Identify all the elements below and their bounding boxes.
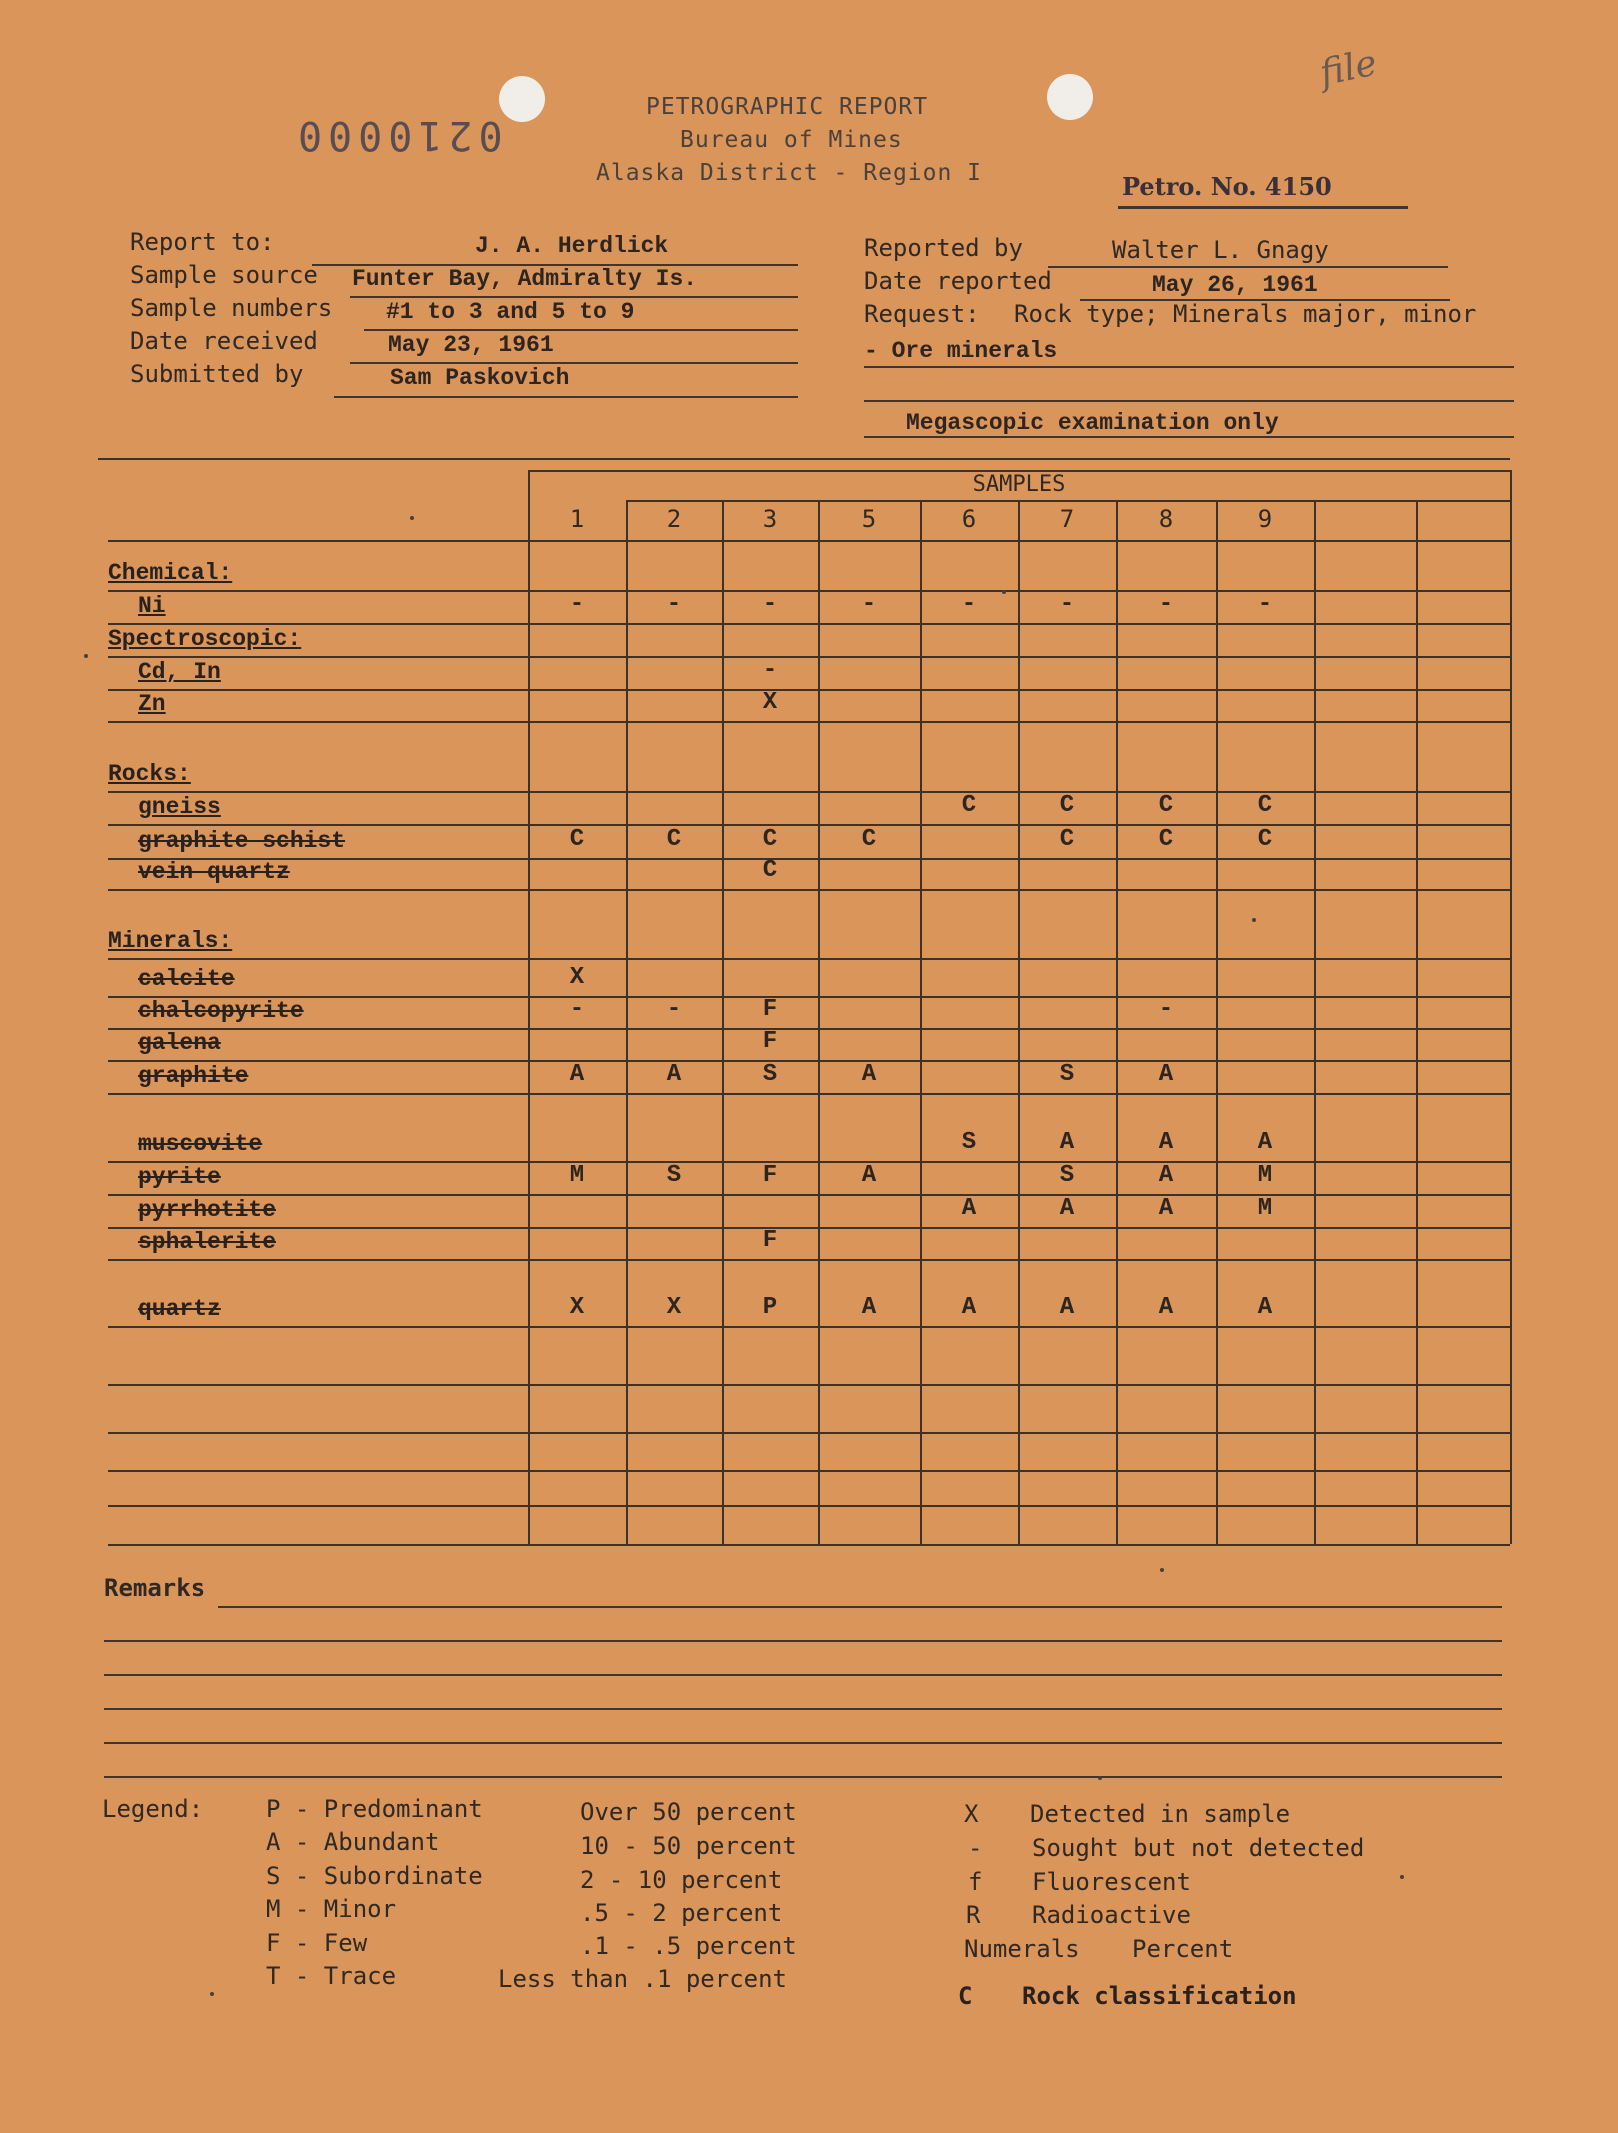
table-cell: A bbox=[1158, 1195, 1174, 1222]
column-header-7: 8 bbox=[1158, 505, 1174, 533]
table-cell: - bbox=[569, 591, 585, 618]
table-cell: F bbox=[762, 1028, 778, 1055]
table-cell: - bbox=[961, 591, 977, 618]
table-cell: F bbox=[762, 1227, 778, 1254]
row-label-sphalerite: sphalerite bbox=[138, 1229, 277, 1255]
table-cell: M bbox=[1257, 1195, 1273, 1222]
table-cell: C bbox=[1158, 826, 1174, 853]
row-label-graphite-schist: graphite schist bbox=[138, 828, 346, 854]
date-received-label: Date received bbox=[130, 327, 318, 355]
table-cell: F bbox=[762, 996, 778, 1023]
table-cell: - bbox=[861, 591, 877, 618]
legend-desc-dash: Sought but not detected bbox=[1032, 1834, 1365, 1862]
legend-code-f: F - Few bbox=[266, 1929, 368, 1957]
legend-range-t: Less than .1 percent bbox=[498, 1965, 787, 1993]
legend-code-numerals: Numerals bbox=[964, 1935, 1080, 1963]
row-label-graphite: graphite bbox=[138, 1063, 249, 1089]
column-header-1: 1 bbox=[569, 505, 585, 533]
table-cell: - bbox=[1059, 591, 1075, 618]
table-cell: X bbox=[762, 689, 778, 716]
table-cell: X bbox=[569, 1294, 585, 1321]
table-cell: A bbox=[861, 1061, 877, 1088]
legend-code-t: T - Trace bbox=[266, 1962, 397, 1990]
table-cell: S bbox=[666, 1162, 682, 1189]
table-cell: A bbox=[1158, 1162, 1174, 1189]
row-label-chemical: Chemical: bbox=[108, 560, 233, 586]
legend-code-dash: - bbox=[968, 1834, 983, 1862]
legend-range-f: .1 - .5 percent bbox=[580, 1932, 797, 1960]
table-cell: A bbox=[1158, 1061, 1174, 1088]
request-label: Request: bbox=[864, 300, 980, 328]
legend-code-c: C bbox=[958, 1982, 973, 2010]
submitted-by-value: Sam Paskovich bbox=[390, 365, 570, 391]
row-label-chalcopyrite: chalcopyrite bbox=[138, 998, 304, 1024]
table-cell: C bbox=[762, 826, 778, 853]
column-header-2: 2 bbox=[666, 505, 682, 533]
samples-header: SAMPLES bbox=[972, 472, 1066, 497]
table-cell: M bbox=[569, 1162, 585, 1189]
report-to-label: Report to: bbox=[130, 228, 275, 256]
table-cell: X bbox=[569, 964, 585, 991]
table-cell: A bbox=[666, 1061, 682, 1088]
legend-title: Legend: bbox=[102, 1795, 204, 1823]
table-cell: C bbox=[569, 826, 585, 853]
bureau-name: Bureau of Mines bbox=[680, 127, 903, 153]
table-cell: - bbox=[569, 996, 585, 1023]
table-cell: C bbox=[762, 857, 778, 884]
legend-range-m: .5 - 2 percent bbox=[580, 1899, 783, 1927]
column-header-8: 9 bbox=[1257, 505, 1273, 533]
table-cell: C bbox=[861, 826, 877, 853]
legend-code-p: P - Predominant bbox=[266, 1795, 483, 1823]
row-label-spectroscopic: Spectroscopic: bbox=[108, 626, 302, 652]
table-cell: A bbox=[1158, 1294, 1174, 1321]
sample-source-label: Sample source bbox=[130, 261, 318, 289]
table-cell: A bbox=[861, 1294, 877, 1321]
table-cell: C bbox=[666, 826, 682, 853]
table-cell: A bbox=[1059, 1294, 1075, 1321]
row-label-zn: Zn bbox=[138, 691, 166, 717]
row-label-calcite: calcite bbox=[138, 966, 235, 992]
table-cell: C bbox=[1257, 826, 1273, 853]
table-cell: - bbox=[1158, 591, 1174, 618]
table-cell: A bbox=[1059, 1129, 1075, 1156]
table-cell: - bbox=[762, 591, 778, 618]
table-cell: A bbox=[1257, 1294, 1273, 1321]
row-label-muscovite: muscovite bbox=[138, 1131, 263, 1157]
legend-range-a: 10 - 50 percent bbox=[580, 1832, 797, 1860]
table-cell: S bbox=[1059, 1061, 1075, 1088]
request-value: Rock type; Minerals major, minor bbox=[1014, 300, 1477, 328]
table-cell: X bbox=[666, 1294, 682, 1321]
legend-code-x: X bbox=[964, 1800, 979, 1828]
date-received-value: May 23, 1961 bbox=[388, 332, 554, 358]
table-cell: A bbox=[1059, 1195, 1075, 1222]
row-label-gneiss: gneiss bbox=[138, 794, 221, 820]
legend-range-p: Over 50 percent bbox=[580, 1798, 797, 1826]
table-cell: F bbox=[762, 1162, 778, 1189]
table-cell: A bbox=[961, 1195, 977, 1222]
binder-hole-left bbox=[499, 76, 545, 122]
table-cell: - bbox=[762, 657, 778, 684]
sample-numbers-label: Sample numbers bbox=[130, 294, 333, 322]
district-name: Alaska District - Region I bbox=[596, 160, 983, 186]
table-cell: - bbox=[1257, 591, 1273, 618]
legend-code-m: M - Minor bbox=[266, 1895, 397, 1923]
table-cell: A bbox=[961, 1294, 977, 1321]
legend-code-a: A - Abundant bbox=[266, 1828, 440, 1856]
date-reported-value: May 26, 1961 bbox=[1152, 272, 1318, 298]
reported-by-value: Walter L. Gnagy bbox=[1112, 236, 1329, 264]
table-cell: P bbox=[762, 1294, 778, 1321]
table-cell: C bbox=[1059, 792, 1075, 819]
table-cell: A bbox=[1158, 1129, 1174, 1156]
table-cell: - bbox=[1158, 996, 1174, 1023]
legend-desc-x: Detected in sample bbox=[1030, 1800, 1291, 1828]
table-cell: S bbox=[762, 1061, 778, 1088]
binder-hole-right bbox=[1047, 74, 1093, 120]
column-header-3: 3 bbox=[762, 505, 778, 533]
row-label-pyrrhotite: pyrrhotite bbox=[138, 1197, 277, 1223]
report-title: PETROGRAPHIC REPORT bbox=[646, 94, 929, 120]
legend-desc-fluorescent: Fluorescent bbox=[1032, 1868, 1191, 1896]
legend-code-r: R bbox=[966, 1901, 981, 1929]
table-cell: S bbox=[961, 1129, 977, 1156]
row-label-cd-in: Cd, In bbox=[138, 659, 221, 685]
legend-code-s: S - Subordinate bbox=[266, 1862, 483, 1890]
table-cell: S bbox=[1059, 1162, 1075, 1189]
row-label-minerals: Minerals: bbox=[108, 928, 233, 954]
table-cell: A bbox=[1257, 1129, 1273, 1156]
report-to-value: J. A. Herdlick bbox=[475, 233, 669, 259]
column-header-5: 6 bbox=[961, 505, 977, 533]
table-cell: A bbox=[569, 1061, 585, 1088]
legend-desc-radioactive: Radioactive bbox=[1032, 1901, 1191, 1929]
table-cell: C bbox=[1059, 826, 1075, 853]
row-label-vein-quartz: vein quartz bbox=[138, 859, 290, 885]
column-header-4: 5 bbox=[861, 505, 877, 533]
table-cell: C bbox=[1257, 792, 1273, 819]
sample-source-value: Funter Bay, Admiralty Is. bbox=[352, 266, 698, 292]
table-cell: C bbox=[1158, 792, 1174, 819]
column-header-6: 7 bbox=[1059, 505, 1075, 533]
sample-numbers-value: #1 to 3 and 5 to 9 bbox=[386, 299, 635, 325]
stamp-number: 0210000 bbox=[292, 112, 503, 158]
reported-by-label: Reported by bbox=[864, 234, 1023, 262]
row-label-pyrite: pyrite bbox=[138, 1164, 221, 1190]
submitted-by-label: Submitted by bbox=[130, 360, 304, 388]
table-cell: M bbox=[1257, 1162, 1273, 1189]
legend-desc-rock-classification: Rock classification bbox=[1022, 1982, 1297, 2010]
request-line-2: - Ore minerals bbox=[864, 338, 1058, 364]
row-label-quartz: quartz bbox=[138, 1296, 221, 1322]
handwritten-note: file bbox=[1316, 42, 1381, 95]
table-cell: - bbox=[666, 591, 682, 618]
row-label-ni: Ni bbox=[138, 593, 166, 619]
row-label-rocks: Rocks: bbox=[108, 761, 191, 787]
remarks-label: Remarks bbox=[104, 1574, 206, 1602]
legend-range-s: 2 - 10 percent bbox=[580, 1866, 783, 1894]
table-cell: A bbox=[861, 1162, 877, 1189]
request-line-4: Megascopic examination only bbox=[906, 410, 1279, 436]
legend-code-f-lower: f bbox=[968, 1868, 983, 1896]
table-cell: - bbox=[666, 996, 682, 1023]
petro-number: Petro. No. 4150 bbox=[1122, 172, 1332, 201]
legend-desc-percent: Percent bbox=[1132, 1935, 1234, 1963]
date-reported-label: Date reported bbox=[864, 267, 1052, 295]
table-cell: C bbox=[961, 792, 977, 819]
row-label-galena: galena bbox=[138, 1030, 221, 1056]
